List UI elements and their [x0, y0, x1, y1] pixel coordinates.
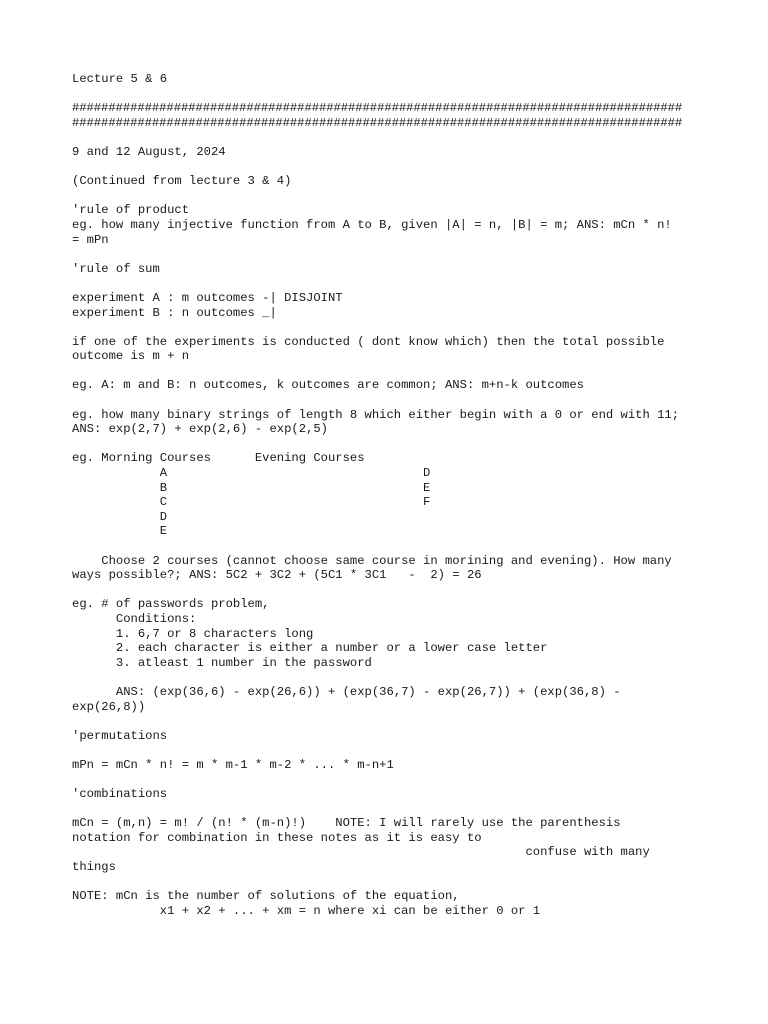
blank-line: [72, 802, 712, 817]
blank-line: [72, 743, 712, 758]
experiment-a-line: experiment A : m outcomes -| DISJOINT: [72, 290, 343, 305]
blank-line: [72, 437, 712, 452]
blank-line: [72, 364, 712, 379]
rule-of-sum-heading: 'rule of sum: [72, 261, 160, 276]
courses-row: E: [72, 524, 168, 539]
condition-item: 1. 6,7 or 8 characters long: [72, 626, 314, 641]
courses-row: A D: [72, 466, 431, 481]
blank-line: [72, 583, 712, 598]
binary-strings-example: eg. how many binary strings of length 8 which either begin with a 0 or end with 11;: [72, 407, 680, 422]
combinations-note: NOTE: mCn is the number of solutions of the equation,: [72, 889, 460, 904]
common-outcomes-example: eg. A: m and B: n outcomes, k outcomes are common; ANS: m+n-k outcomes: [72, 378, 584, 393]
product-example-line: eg. how many injective function from A to B, given |A| = n, |B| = m; ANS: mCn * n!: [72, 217, 672, 232]
blank-line: [72, 160, 712, 175]
continued-note: (Continued from lecture 3 & 4): [72, 174, 292, 189]
choose-courses-line: Choose 2 courses (cannot choose same course in morining and evening). How many: [72, 553, 672, 568]
courses-row: C F: [72, 495, 431, 510]
passwords-conditions: Conditions:: [72, 611, 197, 626]
separator-line: ####################################################################################: [72, 115, 683, 130]
blank-line: [72, 714, 712, 729]
condition-item: 3. atleast 1 number in the password: [72, 655, 372, 670]
combinations-formula: mCn = (m,n) = m! / (n! * (m-n)!) NOTE: I will rarely use the parenthesis: [72, 816, 621, 831]
permutations-heading: 'permutations: [72, 728, 168, 743]
product-example-line: = mPn: [72, 232, 109, 247]
blank-line: [72, 320, 712, 335]
rule-of-product-heading: 'rule of product: [72, 203, 190, 218]
blank-line: [72, 773, 712, 788]
sum-text-line: outcome is m + n: [72, 349, 190, 364]
doc-date: 9 and 12 August, 2024: [72, 144, 226, 159]
binary-strings-example: ANS: exp(2,7) + exp(2,6) - exp(2,5): [72, 422, 328, 437]
experiment-b-line: experiment B : n outcomes _|: [72, 305, 277, 320]
blank-line: [72, 87, 712, 102]
blank-line: [72, 875, 712, 890]
blank-line: [72, 393, 712, 408]
courses-row: D: [72, 509, 168, 524]
combinations-formula: confuse with many: [72, 845, 650, 860]
sum-text-line: if one of the experiments is conducted ( dont know which) then the total possible: [72, 334, 665, 349]
separator-line: ####################################################################################: [72, 101, 683, 116]
combinations-formula: notation for combination in these notes as it is easy to: [72, 830, 482, 845]
blank-line: [72, 130, 712, 145]
combinations-heading: 'combinations: [72, 787, 168, 802]
choose-courses-line: ways possible?; ANS: 5C2 + 3C2 + (5C1 * 3C1 - 2) = 26: [72, 568, 482, 583]
condition-item: 2. each character is either a number or a lower case letter: [72, 641, 548, 656]
document-page: [72, 72, 712, 918]
blank-line: [72, 276, 712, 291]
combinations-formula: things: [72, 860, 116, 875]
passwords-answer: ANS: (exp(36,6) - exp(26,6)) + (exp(36,7) - exp(26,7)) + (exp(36,8) -: [72, 684, 621, 699]
blank-line: [72, 189, 712, 204]
doc-title: Lecture 5 & 6: [72, 72, 168, 86]
blank-line: [72, 539, 712, 554]
blank-line: [72, 670, 712, 685]
courses-row: B E: [72, 480, 431, 495]
passwords-heading: eg. # of passwords problem,: [72, 597, 270, 612]
blank-line: [72, 247, 712, 262]
combinations-note: x1 + x2 + ... + xm = n where xi can be either 0 or 1: [72, 903, 541, 918]
courses-header: eg. Morning Courses Evening Courses: [72, 451, 365, 466]
permutations-formula: mPn = mCn * n! = m * m-1 * m-2 * ... * m-n+1: [72, 757, 394, 772]
passwords-answer: exp(26,8)): [72, 699, 146, 714]
